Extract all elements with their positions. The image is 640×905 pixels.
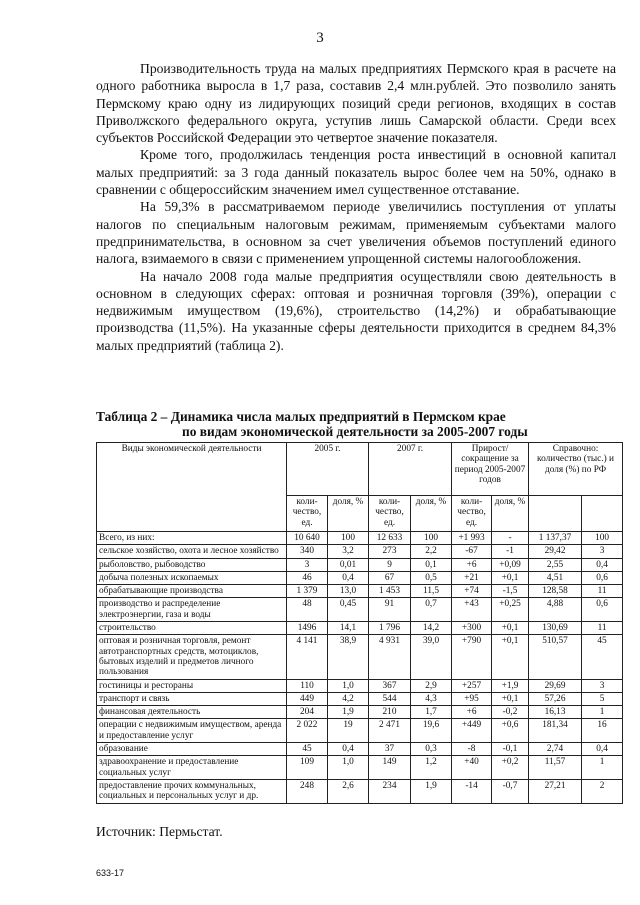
table-row [97,532,623,545]
table-caption [96,409,626,439]
activity-name: Всего, из них: [97,532,287,545]
cell-c2007: 149 [369,756,411,780]
table-row [97,706,623,719]
cell-c2007: 12 633 [369,532,411,545]
page-number: 3 [316,30,324,46]
source-note: Источник: Пермьстат. [96,824,223,839]
table-row [97,635,623,679]
cell-s2007: 1,7 [411,706,452,719]
cell-s2005: 19 [328,719,369,743]
activity-name: предоставление прочих коммунальных, социальных и персональных услуг и др. [97,779,287,803]
cell-gs: -0,1 [492,743,529,756]
cell-c2007: 544 [369,692,411,705]
cell-gs: -0,7 [492,779,529,803]
cell-c2005: 1496 [287,622,328,635]
cell-rc: 4,88 [529,598,582,622]
cell-rs: 3 [582,679,623,692]
cell-rs: 100 [582,532,623,545]
cell-c2007: 37 [369,743,411,756]
cell-rc: 510,57 [529,635,582,679]
cell-rs: 16 [582,719,623,743]
cell-c2007: 273 [369,545,411,558]
subheader-count: коли-чество, ед. [369,496,411,532]
cell-s2005: 1,9 [328,706,369,719]
header-growth: Прирост/ сокращение за период 2005-2007 годов [452,443,529,496]
cell-s2005: 0,01 [328,558,369,571]
cell-s2007: 1,2 [411,756,452,780]
table-row [97,585,623,598]
table-caption-line: Таблица 2 – Динамика числа малых предприятий в Пермском крае [96,409,506,424]
cell-s2005: 14,1 [328,622,369,635]
table-row [97,719,623,743]
cell-c2005: 449 [287,692,328,705]
cell-c2007: 234 [369,779,411,803]
cell-rc: 29,69 [529,679,582,692]
cell-s2007: 1,9 [411,779,452,803]
cell-rc: 27,21 [529,779,582,803]
cell-c2007: 367 [369,679,411,692]
cell-c2005: 204 [287,706,328,719]
cell-s2007: 0,1 [411,558,452,571]
cell-gs: +0,1 [492,692,529,705]
cell-s2005: 0,45 [328,598,369,622]
cell-s2005: 2,6 [328,779,369,803]
subheader-empty [529,496,582,532]
cell-gc: +257 [452,679,492,692]
table-row [97,779,623,803]
activity-name: операции с недвижимым имуществом, аренда и предоставление услуг [97,719,287,743]
cell-gs: -0,2 [492,706,529,719]
cell-rc: 11,57 [529,756,582,780]
cell-rc: 57,26 [529,692,582,705]
cell-rs: 5 [582,692,623,705]
cell-gs: +1,9 [492,679,529,692]
cell-c2005: 1 379 [287,585,328,598]
activity-name: производство и распределение электроэнергии, газа и воды [97,598,287,622]
cell-gs: +0,1 [492,622,529,635]
cell-rs: 0,4 [582,558,623,571]
activity-name: образование [97,743,287,756]
cell-c2007: 4 931 [369,635,411,679]
cell-gc: +449 [452,719,492,743]
cell-gc: +40 [452,756,492,780]
subheader-count: коли-чество, ед. [287,496,328,532]
cell-gs: +0,1 [492,571,529,584]
table-row [97,756,623,780]
cell-gc: +1 993 [452,532,492,545]
cell-rs: 1 [582,756,623,780]
cell-rc: 2,55 [529,558,582,571]
table-row [97,692,623,705]
cell-s2005: 3,2 [328,545,369,558]
cell-gc: +74 [452,585,492,598]
subheader-share: доля, % [411,496,452,532]
header-reference: Справочно: количество (тыс.) и доля (%) по РФ [529,443,623,496]
cell-s2007: 14,2 [411,622,452,635]
subheader-empty [582,496,623,532]
cell-s2007: 2,2 [411,545,452,558]
cell-c2005: 109 [287,756,328,780]
cell-s2007: 19,6 [411,719,452,743]
subheader-share: доля, % [328,496,369,532]
cell-c2005: 10 640 [287,532,328,545]
activity-name: сельское хозяйство, охота и лесное хозяйство [97,545,287,558]
cell-gs: +0,09 [492,558,529,571]
cell-rs: 11 [582,585,623,598]
cell-rc: 181,34 [529,719,582,743]
table-row [97,545,623,558]
cell-c2007: 1 453 [369,585,411,598]
cell-rc: 1 137,37 [529,532,582,545]
header-2005: 2005 г. [287,443,369,496]
activity-name: гостиницы и рестораны [97,679,287,692]
header-2007: 2007 г. [369,443,452,496]
cell-s2005: 1,0 [328,756,369,780]
cell-rc: 128,58 [529,585,582,598]
cell-rc: 130,69 [529,622,582,635]
body-text [96,60,616,354]
cell-gc: +6 [452,558,492,571]
cell-gc: -14 [452,779,492,803]
table-caption-line: по видам экономической деятельности за 2005-2007 годы [182,424,528,439]
cell-rs: 0,6 [582,571,623,584]
cell-c2007: 67 [369,571,411,584]
cell-s2007: 0,3 [411,743,452,756]
cell-c2005: 2 022 [287,719,328,743]
cell-c2005: 45 [287,743,328,756]
cell-gc: +790 [452,635,492,679]
cell-s2005: 4,2 [328,692,369,705]
cell-s2007: 0,7 [411,598,452,622]
subheader-share: доля, % [492,496,529,532]
cell-gc: +43 [452,598,492,622]
activity-name: рыболовство, рыбоводство [97,558,287,571]
cell-gs: -1 [492,545,529,558]
cell-c2007: 210 [369,706,411,719]
cell-s2005: 38,9 [328,635,369,679]
cell-gc: -8 [452,743,492,756]
footer-code: 633-17 [96,868,125,878]
cell-s2007: 39,0 [411,635,452,679]
cell-c2005: 48 [287,598,328,622]
cell-s2005: 100 [328,532,369,545]
cell-gc: +95 [452,692,492,705]
activity-name: строительство [97,622,287,635]
cell-rs: 0,4 [582,743,623,756]
table-row [97,743,623,756]
cell-rc: 16,13 [529,706,582,719]
cell-s2007: 100 [411,532,452,545]
cell-c2007: 2 471 [369,719,411,743]
cell-gs: -1,5 [492,585,529,598]
cell-gc: +6 [452,706,492,719]
cell-gs: +0,25 [492,598,529,622]
table-row [97,598,623,622]
paragraph: На начало 2008 года малые предприятия осуществляли свою деятельность в основном в следующих сферах: оптовая и розничная торговля (39%), операции с недвижимым имуществом (19,6%), строительство (14,2%) и обрабатывающие производства (11,5%). На указанные сферы деятельности приходится в среднем 84,3% малых предприятий (таблица 2). [96,268,616,353]
cell-s2007: 4,3 [411,692,452,705]
cell-rs: 3 [582,545,623,558]
table-row [97,679,623,692]
cell-c2005: 110 [287,679,328,692]
cell-c2005: 248 [287,779,328,803]
cell-gs: - [492,532,529,545]
subheader-count: коли-чество, ед. [452,496,492,532]
paragraph: Кроме того, продолжилась тенденция роста инвестиций в основной капитал малых предприятий: за 3 года данный показатель вырос более чем на 50%, однако в сравнении с общероссийским значением имел существенное отставание. [96,147,616,198]
cell-rs: 0,6 [582,598,623,622]
cell-c2007: 91 [369,598,411,622]
table-row [97,571,623,584]
activity-table [96,442,623,804]
cell-c2005: 3 [287,558,328,571]
cell-gc: +300 [452,622,492,635]
cell-s2007: 0,5 [411,571,452,584]
cell-rc: 4,51 [529,571,582,584]
cell-gs: +0,2 [492,756,529,780]
cell-s2005: 1,0 [328,679,369,692]
cell-rs: 11 [582,622,623,635]
cell-s2005: 0,4 [328,571,369,584]
paragraph: Производительность труда на малых предприятиях Пермского края в расчете на одного работника выросла в 1,7 раза, составив 2,4 млн.рублей. Это позволило занять Пермскому краю одну из лидирующих позиций среди регионов, входящих в состав Приволжского федерального округа, уступив лишь Самарской области. Среди всех субъектов Российской Федерации это четвертое значение показателя. [96,61,616,146]
cell-c2007: 9 [369,558,411,571]
table-row [97,622,623,635]
cell-gc: -67 [452,545,492,558]
cell-s2005: 13,0 [328,585,369,598]
table-body [97,532,623,804]
header-activity: Виды экономической деятельности [97,443,287,532]
cell-rs: 2 [582,779,623,803]
cell-rc: 29,42 [529,545,582,558]
cell-s2007: 2,9 [411,679,452,692]
activity-name: обрабатывающие производства [97,585,287,598]
activity-name: финансовая деятельность [97,706,287,719]
cell-c2005: 340 [287,545,328,558]
cell-gs: +0,1 [492,635,529,679]
cell-gc: +21 [452,571,492,584]
cell-rs: 1 [582,706,623,719]
cell-c2005: 46 [287,571,328,584]
cell-rs: 45 [582,635,623,679]
cell-s2007: 11,5 [411,585,452,598]
cell-c2007: 1 796 [369,622,411,635]
paragraph: На 59,3% в рассматриваемом периоде увеличились поступления от уплаты налогов по специальным налоговым режимам, применяемым субъектами малого предпринимательства, в основном за счет увеличения объемов поступлений единого налога, взимаемого в связи с применением упрощенной системы налогообложения. [96,199,616,267]
table-row [97,558,623,571]
cell-s2005: 0,4 [328,743,369,756]
activity-name: транспорт и связь [97,692,287,705]
activity-name: оптовая и розничная торговля, ремонт автотранспортных средств, мотоциклов, бытовых изделий и предметов личного пользования [97,635,287,679]
cell-gs: +0,6 [492,719,529,743]
activity-name: здравоохранение и предоставление социальных услуг [97,756,287,780]
cell-rc: 2,74 [529,743,582,756]
activity-name: добыча полезных ископаемых [97,571,287,584]
cell-c2005: 4 141 [287,635,328,679]
